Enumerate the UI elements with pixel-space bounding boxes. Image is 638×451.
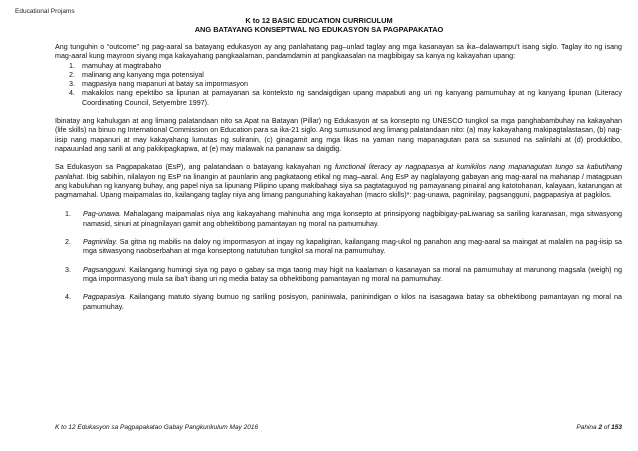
header-label: Educational Projams bbox=[15, 8, 75, 15]
document-titles bbox=[0, 16, 638, 34]
list-number: 4. bbox=[69, 89, 75, 98]
list-text: mamuhay at magtrabaho bbox=[82, 61, 162, 70]
skill-description: Sa gitna ng mabilis na daloy ng impormasyon at ingay ng kapaligiran, kailangang mag-ukol ng panahon ang mag-aaral sa maingat at malalim na pag-iisip sa mga sitwasyong naobserbahan at mga konseptong natutuhan tungkol sa moral na pamumuhay. bbox=[83, 238, 622, 256]
unesco-paragraph: Ibinatay ang kahulugan at ang limang palatandaan nito sa Apat na Batayan (Pillar) ng Edukasyon at sa konsepto ng UNESCO tungkol sa mga panghabambuhay na kakayahan (life skills) na binuo ng International Commission on Education para sa ika-21 siglo. Ang sumusunod ang limang palatandaan nito: (a) may kakayahang makipagtalastasan, (b) nag-iisip nang mapanuri at may kakayahang lumutas ng suliranin, (c) ginagamit ang mga likas na yaman nang mapanagutan para sa susunod na salinlahi at (d) produktibo, napauunlad ang sarili at ang pakikipagkapwa, at (e) may malawak na pananaw sa daigdig. bbox=[55, 117, 622, 153]
list-text: makakilos nang epektibo sa lipunan at pamayanan sa konteksto ng sandaigdigan upang mapabuti ang uri ng kanyang pamumuhay at ng kanyang lipunan (Literacy Coordinating Council, Setyembre 1997). bbox=[82, 89, 622, 107]
functional-literacy-text: functional literacy ay nagpapasya at kumikilos nang mapanagutan tungo sa kabutihang panlahat. bbox=[55, 163, 622, 181]
list-item bbox=[55, 293, 622, 312]
list-item bbox=[55, 210, 622, 229]
footer-document-title: K to 12 Edukasyon sa Pagpapakatao Gabay Pangkurikulum May 2016 bbox=[55, 424, 259, 431]
list-item bbox=[55, 266, 622, 285]
list-number: 2. bbox=[65, 238, 71, 247]
skill-term: Pagpapasiya. bbox=[83, 293, 127, 302]
list-text: magpasiya nang mapanuri at batay sa impormasyon bbox=[82, 80, 248, 89]
total-pages: 153 bbox=[611, 424, 622, 431]
list-number: 4. bbox=[65, 293, 71, 302]
title-line-2: ANG BATAYANG KONSEPTWAL NG EDUKASYON SA PAGPAPAKATAO bbox=[194, 25, 444, 34]
list-item bbox=[55, 89, 622, 108]
skill-description: Kailangang matuto siyang bumuo ng sariling posisyon, paniniwala, paninindigan o kilos na isasagawa batay sa obhektibong pamantayan ng moral na pamumuhay. bbox=[83, 293, 622, 311]
skill-term: Pagsangguni. bbox=[83, 265, 127, 274]
esp-paragraph: Sa Edukasyon sa Pagpapakatao (EsP), ang palatandaan o batayang kakayahan ng functional literacy ay nagpapasya at kumikilos nang mapanagutan tungo sa kabutihang panlahat. Ibig sabihin, nilalayon ng EsP na linangin at paunlarin ang pagkataong etikal ng mag–aaral. Ang EsP ay naglalayong gabayan ang mag-aaral na mahanap / matagpuan ang kabuluhan ng kanyang buhay, ang papel niya sa lipunang Pilipino upang makibahagi siya sa pagtataguyod ng pamayanang pinairal ang katotohanan, kalayaan, katarungan at pagmamahal. Upang maipamalas ito, kailangang taglay niya ang limang pangunahing kakayahan (macro skills)*: pag-unawa, pagninilay, pagsangguni, pagpapasiya at pagkilos. bbox=[55, 163, 622, 200]
list-item bbox=[55, 62, 622, 71]
list-number: 3. bbox=[65, 265, 71, 274]
skill-term: Pagninilay. bbox=[83, 238, 118, 247]
macro-skills-list bbox=[55, 210, 622, 311]
skill-description: Kailangang humingi siya ng payo o gabay sa mga taong may higit na kaalaman o kasanayan sa moral na pamumuhay at marunong magsala (weigh) ng mga impormasyong mula sa iba’t ibang uri ng media batay sa obhektibong pamantayan ng moral na pamumuhay. bbox=[83, 265, 622, 283]
list-number: 3. bbox=[69, 80, 75, 89]
title-line-1: K to 12 BASIC EDUCATION CURRICULUM bbox=[245, 16, 393, 25]
document-body bbox=[55, 43, 622, 321]
list-item bbox=[55, 238, 622, 257]
current-page: 2 bbox=[598, 424, 603, 431]
list-number: 1. bbox=[65, 210, 71, 219]
intro-paragraph: Ang tunguhin o “outcome” ng pag-aaral sa batayang edukasyon ay ang panlahatang pag–unlad taglay ang mga kasanayan sa ika–dalawampu’t isang siglo. Taglay ito ng isang mag-aaral kung mayroon siyang mga kakayahang pangkaalaman, pandamdamin at pangkaasalan na magbibigay sa kanya ng kakayahan upang: bbox=[55, 43, 622, 61]
list-number: 2. bbox=[69, 70, 75, 79]
outcome-list bbox=[55, 62, 622, 108]
skill-description: Mahalagang maipamalas niya ang kakayahang mahinuha ang mga konsepto at prinsipyong nagbibigay-paLiwanag sa sariling karanasan, mga sitwasyong namasid, sinuri at pinagnilayan gamit ang obhektibong pamantayan ng moral na pamumuhay. bbox=[83, 210, 622, 228]
list-item bbox=[55, 80, 622, 89]
footer-page-number: Pahina 2 of 153 bbox=[576, 424, 622, 431]
list-text: malinang ang kanyang mga potensiyal bbox=[82, 70, 204, 79]
list-item bbox=[55, 71, 622, 80]
list-number: 1. bbox=[69, 61, 75, 70]
skill-term: Pag-unawa. bbox=[83, 210, 122, 219]
